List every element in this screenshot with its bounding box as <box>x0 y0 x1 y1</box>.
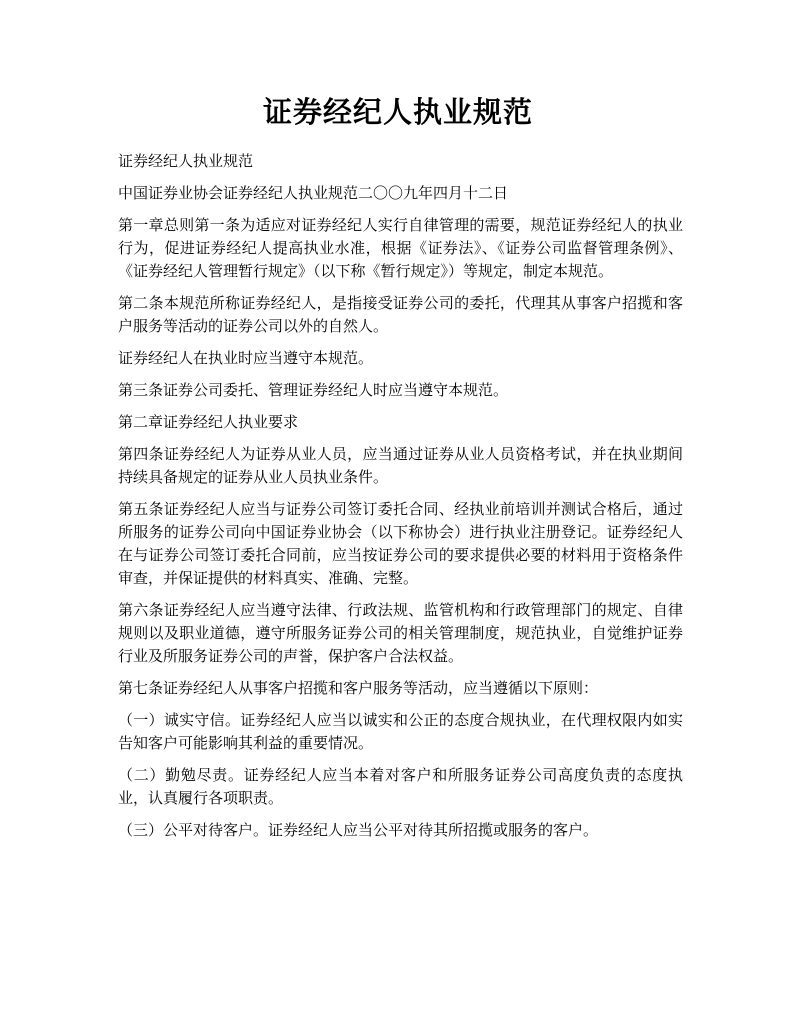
paragraph: 第三条证券公司委托、管理证券经纪人时应当遵守本规范。 <box>118 381 509 399</box>
paragraph: 第六条证券经纪人应当遵守法律、行政法规、监管机构和行政管理部门的规定、自律规则以及职业道德，遵守所服务证券公司的相关管理制度，规范执业，自觉维护证券行业及所服务证券公司的声誉，保护客户合法权益。 <box>118 601 683 665</box>
paragraph: 第二条本规范所称证券经纪人，是指接受证券公司的委托，代理其从事客户招揽和客户服务等活动的证券公司以外的自然人。 <box>118 294 683 335</box>
paragraph: 第一章总则第一条为适应对证券经纪人实行自律管理的需要，规范证券经纪人的执业行为，促进证券经纪人提高执业水准，根据《证券法》、《证券公司监督管理条例》、《证券经纪人管理暂行规定》（以下称《暂行规定》）等规定，制定本规范。 <box>118 216 683 280</box>
paragraph: （一）诚实守信。证券经纪人应当以诚实和公正的态度合规执业，在代理权限内如实告知客户可能影响其利益的重要情况。 <box>118 711 683 752</box>
paragraph: 证券经纪人在执业时应当遵守本规范。 <box>118 349 374 367</box>
paragraph: 中国证券业协会证券经纪人执业规范二〇〇九年四月十二日 <box>118 184 509 202</box>
paragraph: 第二章证券经纪人执业要求 <box>118 413 299 431</box>
paragraph: （三）公平对待客户。证券经纪人应当公平对待其所招揽或服务的客户。 <box>118 821 599 839</box>
document-title: 证券经纪人执业规范 <box>262 95 533 129</box>
document-body <box>118 150 683 851</box>
paragraph: 第七条证券经纪人从事客户招揽和客户服务等活动，应当遵循以下原则： <box>118 679 599 697</box>
paragraph: 第四条证券经纪人为证券从业人员，应当通过证券从业人员资格考试，并在执业期间持续具备规定的证券从业人员执业条件。 <box>118 445 683 486</box>
paragraph: 第五条证券经纪人应当与证券公司签订委托合同、经执业前培训并测试合格后，通过所服务的证券公司向中国证券业协会（以下称协会）进行执业注册登记。证券经纪人在与证券公司签订委托合同前，应当按证券公司的要求提供必要的材料用于资格条件审查，并保证提供的材料真实、准确、完整。 <box>118 500 683 587</box>
paragraph: （二）勤勉尽责。证券经纪人应当本着对客户和所服务证券公司高度负责的态度执业，认真履行各项职责。 <box>118 766 683 807</box>
paragraph: 证券经纪人执业规范 <box>118 152 254 170</box>
